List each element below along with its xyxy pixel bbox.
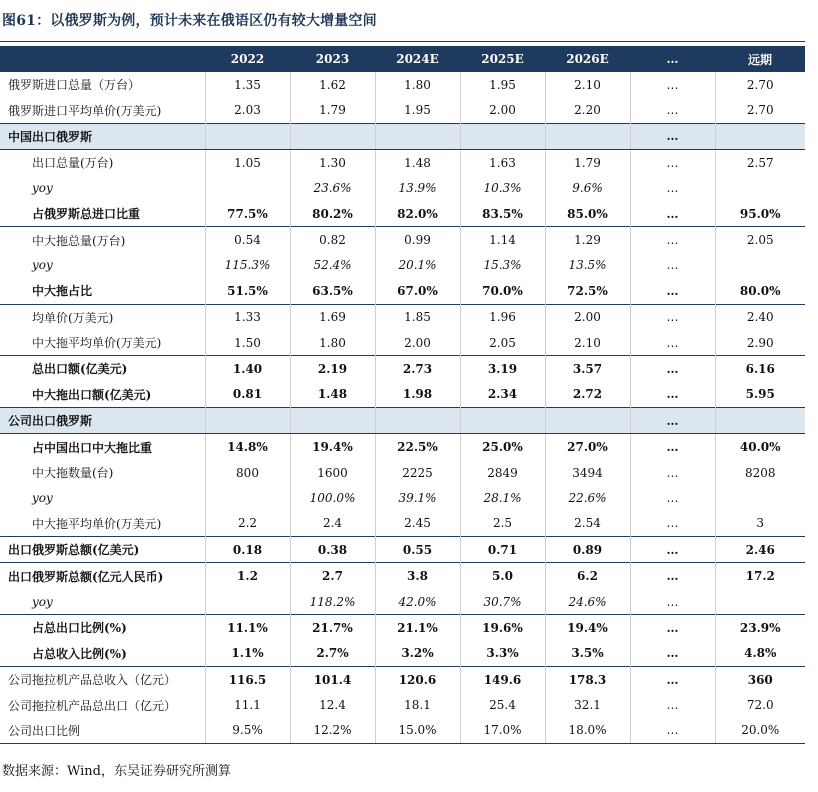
header-cell-ellipsis: …	[630, 46, 715, 72]
table-cell: 2.2	[205, 511, 290, 537]
table-row	[0, 434, 805, 460]
table-cell	[205, 176, 290, 201]
table-cell: 2.70	[746, 103, 774, 118]
table-cell: 116.5	[205, 666, 290, 692]
table-cell: 2.5	[460, 511, 545, 537]
table-cell: 1.79	[545, 150, 630, 176]
table-cell: 2.7%	[290, 641, 375, 667]
table-cell: 2.90	[746, 335, 774, 350]
source-note: 数据来源：Wind，东吴证券研究所测算	[2, 764, 231, 779]
table-row	[0, 718, 805, 744]
row-label: 公司出口俄罗斯	[0, 408, 205, 434]
table-cell: …	[630, 718, 715, 744]
row-label: 中大拖数量(台)	[0, 460, 205, 485]
table-row	[0, 72, 805, 97]
table-cell: 178.3	[545, 666, 630, 692]
table-row	[0, 460, 805, 485]
table-cell: 2.40	[715, 304, 805, 330]
table-cell: 0.99	[375, 227, 460, 253]
table-row	[0, 589, 805, 615]
table-cell: …	[630, 434, 715, 460]
table-cell: …	[630, 666, 715, 692]
table-cell: …	[630, 485, 715, 510]
table-cell: 1.35	[205, 72, 290, 97]
row-label: 出口俄罗斯总额(亿元人民币)	[0, 563, 205, 589]
row-label: 公司出口比例	[0, 718, 205, 744]
table-cell: 18.1	[375, 692, 460, 717]
table-cell	[715, 253, 805, 278]
header-cell-2022: 2022	[205, 46, 290, 72]
table-cell: 2.00	[375, 330, 460, 356]
table-row	[0, 176, 805, 201]
table-cell: 5.0	[460, 563, 545, 589]
table-cell: 2.4	[290, 511, 375, 537]
table-cell	[375, 123, 460, 149]
table-cell: …	[630, 563, 715, 589]
table-cell: 63.5%	[290, 278, 375, 304]
table-cell: 1.85	[375, 304, 460, 330]
table-cell: …	[630, 460, 715, 485]
table-cell: 23.9%	[715, 615, 805, 641]
table-cell: 1.48	[290, 382, 375, 408]
table-cell: 40.0%	[739, 440, 781, 455]
table-cell: 3.2%	[375, 641, 460, 667]
table-cell: …	[630, 176, 715, 201]
table-cell: …	[630, 511, 715, 537]
row-label: 公司拖拉机产品总出口（亿元）	[0, 692, 205, 717]
table-row	[0, 97, 805, 123]
table-cell	[545, 408, 630, 434]
table-cell: 2.57	[746, 155, 774, 170]
table-cell: 1.95	[460, 72, 545, 97]
table-cell: …	[630, 356, 715, 382]
table-cell: 8208	[744, 465, 776, 480]
table-cell: 25.4	[460, 692, 545, 717]
table-cell: 0.38	[290, 537, 375, 563]
table-cell: 23.6%	[290, 176, 375, 201]
table-cell	[290, 123, 375, 149]
table-cell: 19.6%	[460, 615, 545, 641]
table-cell: 1.50	[205, 330, 290, 356]
table-cell: …	[630, 692, 715, 717]
row-label: yoy	[0, 253, 205, 278]
table-cell: 25.0%	[460, 434, 545, 460]
row-label: yoy	[0, 485, 205, 510]
table-cell: 10.3%	[460, 176, 545, 201]
table-cell: 2.19	[290, 356, 375, 382]
table-row	[0, 666, 805, 692]
row-label: 占俄罗斯总进口比重	[0, 201, 205, 227]
table-cell: 9.5%	[205, 718, 290, 744]
table-cell: 19.4%	[290, 434, 375, 460]
table-cell: 2.72	[545, 382, 630, 408]
table-cell: 27.0%	[545, 434, 630, 460]
table-cell	[205, 589, 290, 615]
table-cell: 118.2%	[290, 589, 375, 615]
table-cell: 12.2%	[290, 718, 375, 744]
table-cell: …	[630, 227, 715, 253]
table-cell: 2.46	[715, 537, 805, 563]
table-body	[0, 72, 805, 744]
table-row	[0, 330, 805, 356]
table-row	[0, 123, 805, 149]
table-cell: 3.3%	[460, 641, 545, 667]
forecast-table	[0, 46, 805, 744]
table-cell	[460, 123, 545, 149]
table-cell: 20.0%	[715, 718, 805, 744]
row-label: 占中国出口中大拖比重	[0, 434, 205, 460]
table-cell: …	[630, 201, 715, 227]
table-cell: …	[630, 97, 715, 123]
table-cell: …	[630, 253, 715, 278]
table-cell: 1.80	[290, 330, 375, 356]
table-cell: 1.40	[205, 356, 290, 382]
table-cell: 95.0%	[739, 206, 781, 221]
table-cell	[375, 408, 460, 434]
table-cell: 28.1%	[460, 485, 545, 510]
table-cell: 0.89	[545, 537, 630, 563]
table-cell: 77.5%	[205, 201, 290, 227]
table-row	[0, 641, 805, 667]
table-cell: …	[630, 150, 715, 176]
table-cell: 2.03	[205, 97, 290, 123]
table-cell: 3	[756, 516, 765, 531]
table-cell: 0.18	[205, 537, 290, 563]
table-cell: 2.00	[545, 304, 630, 330]
table-cell: 149.6	[460, 666, 545, 692]
table-cell: 9.6%	[545, 176, 630, 201]
table-cell: 2.05	[460, 330, 545, 356]
table-cell: 82.0%	[375, 201, 460, 227]
table-cell: …	[630, 72, 715, 97]
table-cell: 120.6	[375, 666, 460, 692]
table-cell	[205, 408, 290, 434]
table-cell: 800	[205, 460, 290, 485]
table-cell: 1.48	[375, 150, 460, 176]
table-row	[0, 563, 805, 589]
table-cell: …	[630, 537, 715, 563]
table-cell: 1.14	[460, 227, 545, 253]
table-cell: 5.95	[745, 387, 775, 402]
table-cell: 1.80	[375, 72, 460, 97]
table-cell: 2.54	[545, 511, 630, 537]
header-cell-long-term: 远期	[715, 46, 805, 72]
row-label: 占总收入比例(%)	[0, 641, 205, 667]
table-cell: 12.4	[290, 692, 375, 717]
table-cell: 1.1%	[205, 641, 290, 667]
table-cell: 1.69	[290, 304, 375, 330]
table-cell: 1.63	[460, 150, 545, 176]
table-cell: 2.70	[746, 77, 774, 92]
table-cell: 6.16	[715, 356, 805, 382]
table-cell: …	[630, 408, 715, 434]
table-cell: 101.4	[290, 666, 375, 692]
row-label: 俄罗斯进口总量（万台）	[0, 72, 205, 97]
table-cell: 115.3%	[205, 253, 290, 278]
table-cell: …	[630, 589, 715, 615]
table-cell	[460, 408, 545, 434]
table-cell: 1.62	[290, 72, 375, 97]
table-row	[0, 304, 805, 330]
table-cell: 11.1	[205, 692, 290, 717]
table-cell: …	[630, 382, 715, 408]
table-cell: 13.5%	[545, 253, 630, 278]
header-cell-2023: 2023	[290, 46, 375, 72]
table-cell: 85.0%	[545, 201, 630, 227]
table-cell: 1.30	[290, 150, 375, 176]
table-cell: 2.7	[290, 563, 375, 589]
table-cell: 18.0%	[545, 718, 630, 744]
table-row	[0, 511, 805, 537]
table-cell: 1.05	[205, 150, 290, 176]
table-cell: 2225	[375, 460, 460, 485]
table-cell	[715, 589, 805, 615]
table-cell: 17.2	[715, 563, 805, 589]
row-label: 均单价(万美元)	[0, 304, 205, 330]
table-cell: 1.79	[290, 97, 375, 123]
table-cell	[715, 176, 805, 201]
table-cell: 72.5%	[545, 278, 630, 304]
table-cell: 1.33	[205, 304, 290, 330]
table-cell: …	[630, 330, 715, 356]
table-cell: 0.55	[375, 537, 460, 563]
table-cell: 20.1%	[375, 253, 460, 278]
table-cell: 39.1%	[375, 485, 460, 510]
figure-title: 图61：以俄罗斯为例，预计未来在俄语区仍有较大增量空间	[2, 13, 377, 29]
row-label: 中大拖出口额(亿美元)	[0, 382, 205, 408]
table-cell: 22.6%	[545, 485, 630, 510]
table-cell: 1.96	[460, 304, 545, 330]
table-cell	[205, 485, 290, 510]
table-cell: 3.19	[460, 356, 545, 382]
table-cell: 80.0%	[739, 283, 781, 298]
table-cell: 1.95	[375, 97, 460, 123]
row-label: 中国出口俄罗斯	[0, 123, 205, 149]
table-cell: 52.4%	[290, 253, 375, 278]
table-cell: 0.81	[205, 382, 290, 408]
table-cell: 0.82	[290, 227, 375, 253]
table-cell: 100.0%	[290, 485, 375, 510]
table-cell: …	[630, 615, 715, 641]
table-cell: 3.5%	[545, 641, 630, 667]
table-cell: 21.7%	[290, 615, 375, 641]
table-cell: 3494	[545, 460, 630, 485]
table-cell: 17.0%	[460, 718, 545, 744]
row-label: 中大拖占比	[0, 278, 205, 304]
table-cell: 1600	[290, 460, 375, 485]
table-cell: 15.3%	[460, 253, 545, 278]
table-cell: 2.00	[460, 97, 545, 123]
row-label: 总出口额(亿美元)	[0, 356, 205, 382]
header-cell-2024e: 2024E	[375, 46, 460, 72]
table-cell: 4.8%	[744, 646, 777, 661]
table-cell: 24.6%	[545, 589, 630, 615]
table-cell: 2.73	[375, 356, 460, 382]
table-row	[0, 278, 805, 304]
table-cell: …	[630, 278, 715, 304]
row-label: yoy	[0, 176, 205, 201]
table-row	[0, 382, 805, 408]
header-cell-2025e: 2025E	[460, 46, 545, 72]
table-cell: 1.29	[545, 227, 630, 253]
table-cell: 42.0%	[375, 589, 460, 615]
table-cell: 80.2%	[290, 201, 375, 227]
row-label: 出口俄罗斯总额(亿美元)	[0, 537, 205, 563]
table-cell: 3.8	[375, 563, 460, 589]
header-cell-label	[0, 46, 205, 72]
row-label: 中大拖平均单价(万美元)	[0, 330, 205, 356]
table-cell: …	[630, 304, 715, 330]
row-label: 占总出口比例(%)	[0, 615, 205, 641]
header-cell-2026e: 2026E	[545, 46, 630, 72]
table-cell	[715, 408, 805, 434]
table-cell: 2.05	[715, 227, 805, 253]
table-cell: 2.45	[375, 511, 460, 537]
row-label: yoy	[0, 589, 205, 615]
table-cell: …	[630, 123, 715, 149]
table-row	[0, 201, 805, 227]
table-cell	[290, 408, 375, 434]
table-cell: 1.2	[205, 563, 290, 589]
table-cell: 19.4%	[545, 615, 630, 641]
table-cell: 21.1%	[375, 615, 460, 641]
table-cell: 2.34	[460, 382, 545, 408]
table-row	[0, 485, 805, 510]
table-cell: 22.5%	[375, 434, 460, 460]
table-cell: 72.0	[746, 698, 774, 713]
table-cell: 2.20	[545, 97, 630, 123]
table-cell: 30.7%	[460, 589, 545, 615]
table-row	[0, 227, 805, 253]
table-cell: 2.10	[545, 72, 630, 97]
table-cell	[205, 123, 290, 149]
table-cell	[545, 123, 630, 149]
table-cell: 51.5%	[205, 278, 290, 304]
table-cell: 3.57	[545, 356, 630, 382]
table-row	[0, 537, 805, 563]
table-cell: 11.1%	[205, 615, 290, 641]
title-rule	[0, 41, 805, 42]
table-row	[0, 150, 805, 176]
table-cell: 2.10	[545, 330, 630, 356]
row-label: 中大拖平均单价(万美元)	[0, 511, 205, 537]
table-cell: 32.1	[545, 692, 630, 717]
table-cell: …	[630, 641, 715, 667]
table-cell: 14.8%	[205, 434, 290, 460]
table-cell	[715, 485, 805, 510]
table-cell: 6.2	[545, 563, 630, 589]
row-label: 俄罗斯进口平均单价(万美元)	[0, 97, 205, 123]
table-cell: 70.0%	[460, 278, 545, 304]
row-label: 公司拖拉机产品总收入（亿元）	[0, 666, 205, 692]
table-cell: 13.9%	[375, 176, 460, 201]
row-label: 中大拖总量(万台)	[0, 227, 205, 253]
table-cell: 1.98	[375, 382, 460, 408]
header-row	[0, 46, 805, 72]
table-cell: 15.0%	[375, 718, 460, 744]
table-cell: 2849	[460, 460, 545, 485]
table-row	[0, 356, 805, 382]
table-row	[0, 253, 805, 278]
table-cell: 360	[715, 666, 805, 692]
table-cell: 0.54	[205, 227, 290, 253]
table-cell: 0.71	[460, 537, 545, 563]
table-row	[0, 408, 805, 434]
table-cell: 83.5%	[460, 201, 545, 227]
table-row	[0, 615, 805, 641]
table-cell: 67.0%	[375, 278, 460, 304]
table-cell	[715, 123, 805, 149]
table-row	[0, 692, 805, 717]
row-label: 出口总量(万台)	[0, 150, 205, 176]
